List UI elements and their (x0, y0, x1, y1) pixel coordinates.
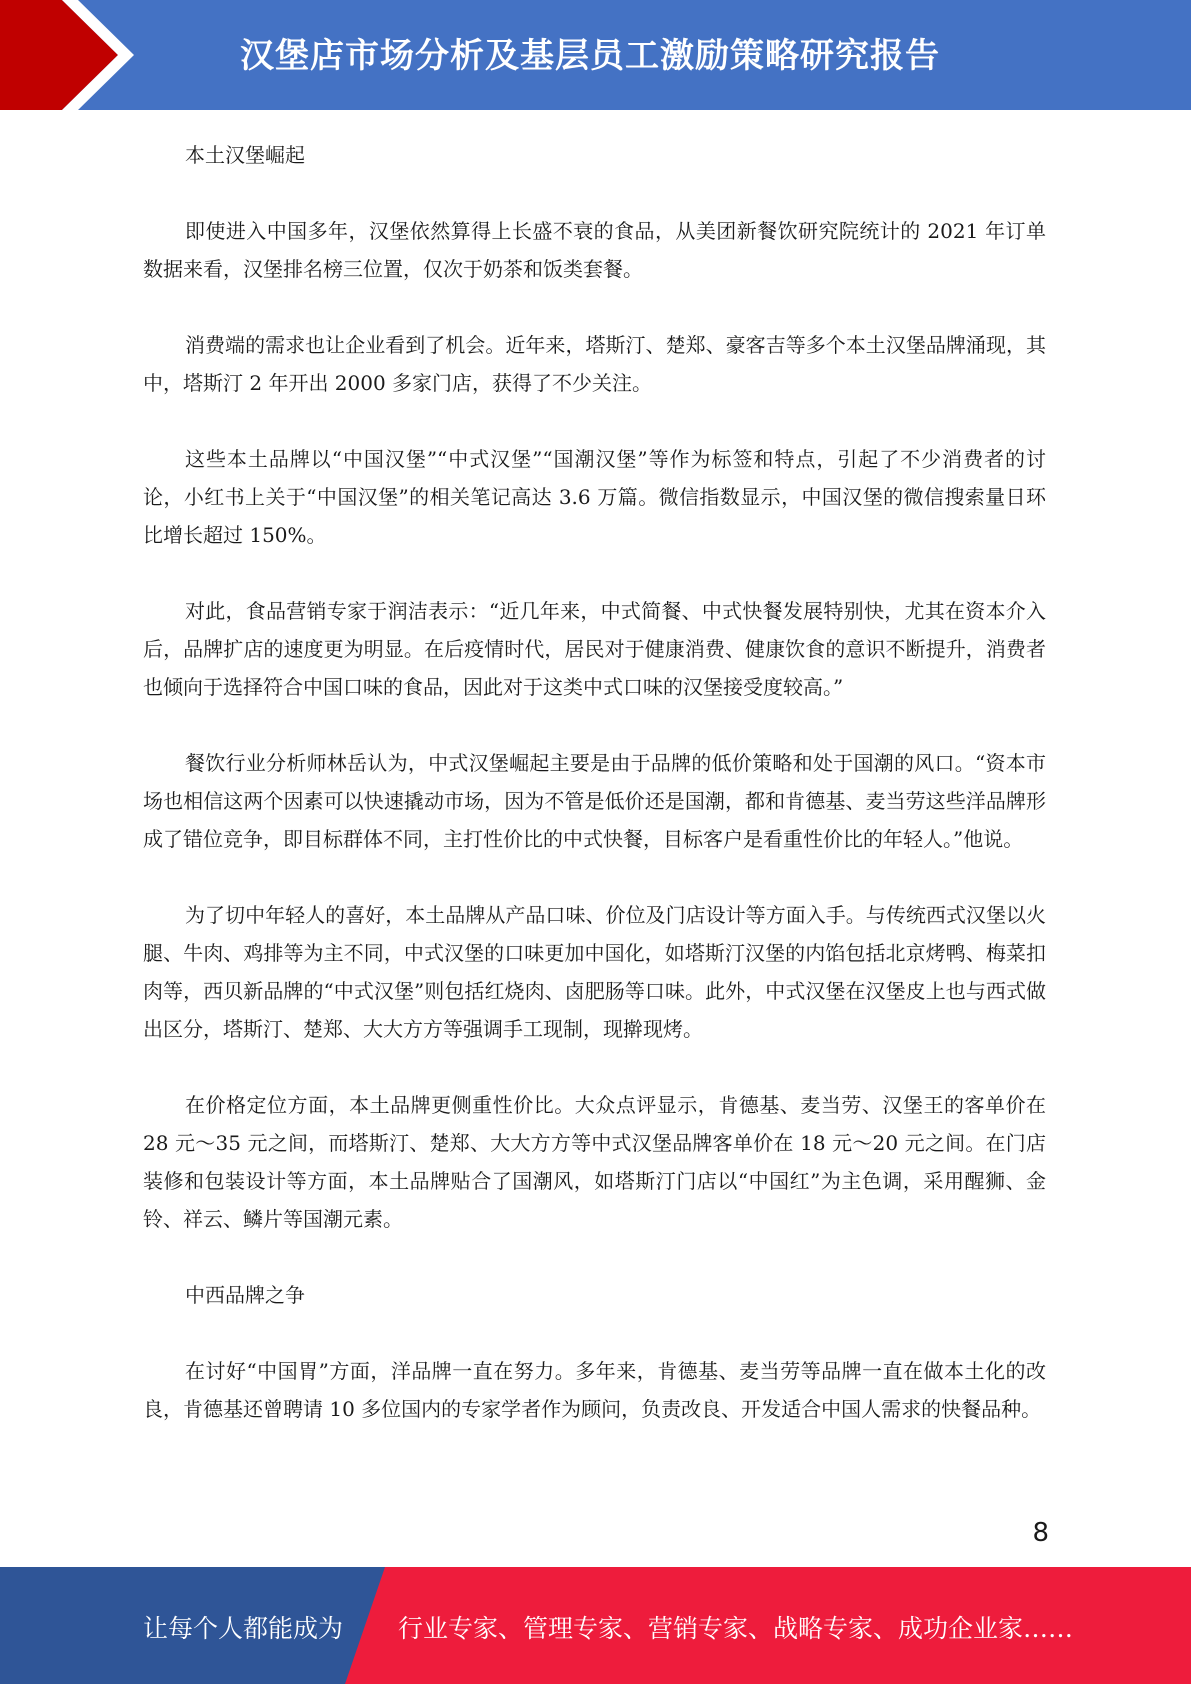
paragraph: 餐饮行业分析师林岳认为，中式汉堡崛起主要是由于品牌的低价策略和处于国潮的风口。“资本市场也相信这两个因素可以快速撬动市场，因为不管是低价还是国潮，都和肯德基、麦当劳这些洋品牌形成了错位竞争，即目标群体不同，主打性价比的中式快餐，目标客户是看重性价比的年轻人。”他说。 (143, 751, 1046, 851)
paragraph: 消费端的需求也让企业看到了机会。近年来，塔斯汀、楚郑、豪客吉等多个本土汉堡品牌涌现，其中，塔斯汀 2 年开出 2000 多家门店，获得了不少关注。 (143, 333, 1046, 395)
paragraph: 对此，食品营销专家于润洁表示：“近几年来，中式简餐、中式快餐发展特别快，尤其在资本介入后，品牌扩店的速度更为明显。在后疫情时代，居民对于健康消费、健康饮食的意识不断提升，消费者也倾向于选择符合中国口味的食品，因此对于这类中式口味的汉堡接受度较高。” (143, 599, 1046, 699)
page-header (0, 0, 1191, 110)
section-heading-local-rise: 本土汉堡崛起 (185, 143, 305, 167)
paragraph: 这些本土品牌以“中国汉堡”“中式汉堡”“国潮汉堡”等作为标签和特点，引起了不少消费者的讨论，小红书上关于“中国汉堡”的相关笔记高达 3.6 万篇。微信指数显示，中国汉堡的微信搜索量日环比增长超过 150%。 (143, 447, 1046, 547)
page-footer (0, 1567, 1191, 1684)
footer-slogan-left: 让每个人都能成为 (143, 1614, 344, 1643)
article-body (143, 136, 1046, 1466)
footer-slogan-right: 行业专家、管理专家、营销专家、战略专家、成功企业家…… (398, 1614, 1074, 1643)
paragraph: 在讨好“中国胃”方面，洋品牌一直在努力。多年来，肯德基、麦当劳等品牌一直在做本土化的改良，肯德基还曾聘请 10 多位国内的专家学者作为顾问，负责改良、开发适合中国人需求的快餐品种。 (143, 1359, 1046, 1421)
page-number: 8 (1032, 1518, 1049, 1548)
paragraph: 为了切中年轻人的喜好，本土品牌从产品口味、价位及门店设计等方面入手。与传统西式汉堡以火腿、牛肉、鸡排等为主不同，中式汉堡的口味更加中国化，如塔斯汀汉堡的内馅包括北京烤鸭、梅菜扣肉等，西贝新品牌的“中式汉堡”则包括红烧肉、卤肥肠等口味。此外，中式汉堡在汉堡皮上也与西式做出区分，塔斯汀、楚郑、大大方方等强调手工现制，现擀现烤。 (143, 903, 1046, 1041)
paragraph: 即使进入中国多年，汉堡依然算得上长盛不衰的食品，从美团新餐饮研究院统计的 2021 年订单数据来看，汉堡排名榜三位置，仅次于奶茶和饭类套餐。 (143, 219, 1046, 281)
section-heading-brand-competition: 中西品牌之争 (185, 1283, 305, 1307)
paragraph: 在价格定位方面，本土品牌更侧重性价比。大众点评显示，肯德基、麦当劳、汉堡王的客单价在 28 元～35 元之间，而塔斯汀、楚郑、大大方方等中式汉堡品牌客单价在 18 元～20 元之间。在门店装修和包装设计等方面，本土品牌贴合了国潮风，如塔斯汀门店以“中国红”为主色调，采用醒狮、金铃、祥云、鳞片等国潮元素。 (143, 1093, 1046, 1231)
report-title: 汉堡店市场分析及基层员工激励策略研究报告 (240, 36, 940, 76)
